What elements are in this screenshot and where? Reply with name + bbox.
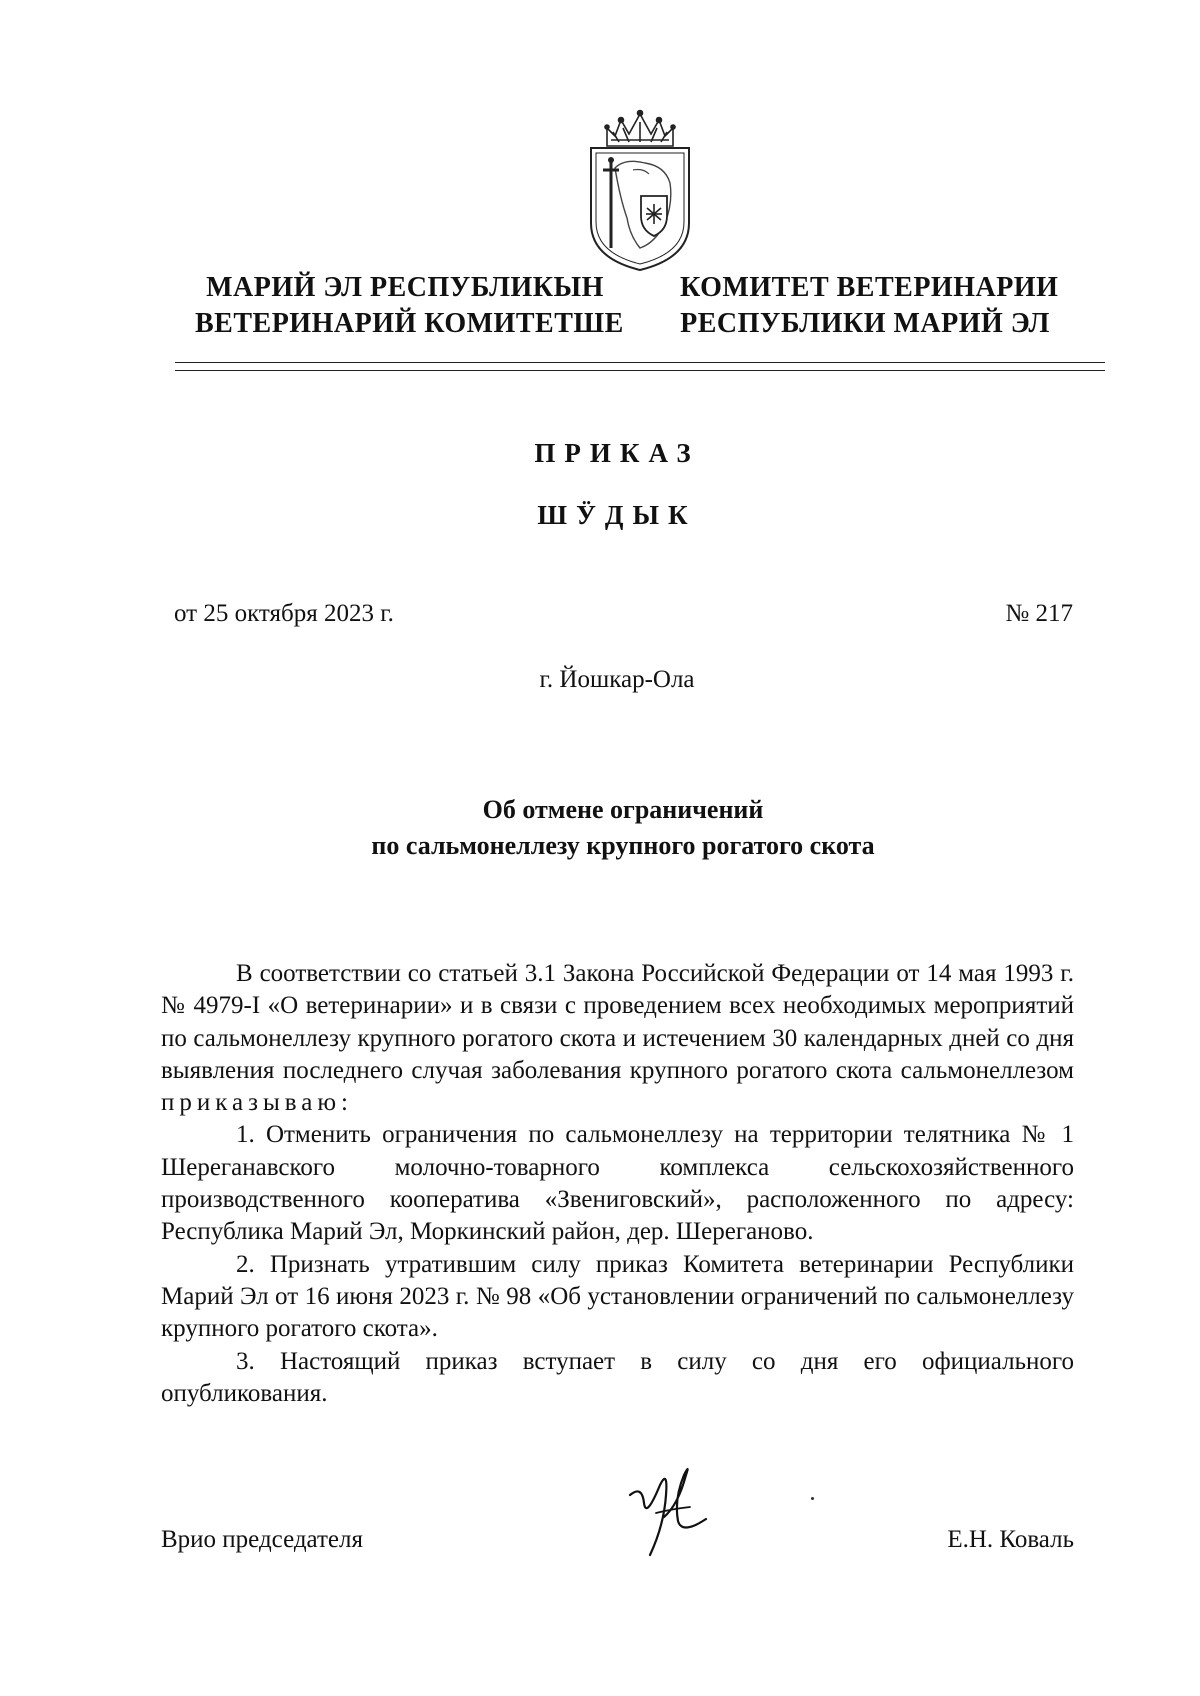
document-number: № 217: [1005, 600, 1073, 627]
subject-line1: Об отмене ограничений: [482, 795, 764, 824]
header-divider-bottom: [175, 370, 1105, 371]
header-russian-name: [680, 270, 1059, 342]
document-body: [161, 958, 1074, 1410]
header-divider-top: [175, 362, 1105, 363]
intro-command: приказываю:: [161, 1089, 353, 1117]
handwritten-signature-icon: [620, 1455, 720, 1565]
body-paragraph-item2: 2. Признать утратившим силу приказ Комитета ветеринарии Республики Марий Эл от 16 июня 2023 г. № 98 «Об установлении ограничений по сальмонеллезу крупного рогатого скота».: [161, 1250, 1074, 1343]
document-title-mari: ШӰДЫК: [537, 500, 697, 530]
ink-dot: [811, 1497, 814, 1500]
document-subject: [0, 792, 1200, 864]
body-paragraph-item3: 3. Настоящий приказ вступает в силу со дня его официального опубликования.: [161, 1347, 1074, 1407]
body-paragraph-intro: [161, 958, 1074, 1119]
header-left-line2: ВЕТЕРИНАРИЙ КОМИТЕТШЕ: [195, 308, 624, 339]
signatory-role: Врио председателя: [161, 1526, 364, 1553]
subject-line2: по сальмонеллезу крупного рогатого скота: [371, 831, 875, 860]
coat-of-arms-icon: [585, 108, 695, 273]
document-city: г. Йошкар-Ола: [539, 666, 695, 693]
document-title: ПРИКАЗ: [534, 438, 700, 468]
body-paragraph-item1: 1. Отменить ограничения по сальмонеллезу на территории телятника № 1 Шереганавского молочно-товарного комплекса сельскохозяйственного производственного кооператива «Звениговский», расположенного по адресу: Республика Марий Эл, Моркинский район, дер. Шереганово.: [161, 1121, 1074, 1246]
header-left-line1: МАРИЙ ЭЛ РЕСПУБЛИКЫН: [206, 272, 604, 303]
header-right-line2: РЕСПУБЛИКИ МАРИЙ ЭЛ: [680, 308, 1050, 339]
signatory-name: Е.Н. Коваль: [947, 1526, 1074, 1553]
header-right-line1: КОМИТЕТ ВЕТЕРИНАРИИ: [680, 272, 1059, 303]
document-date: от 25 октября 2023 г.: [174, 600, 394, 627]
header-marij-name: [195, 270, 624, 342]
intro-text: В соответствии со статьей 3.1 Закона Российской Федерации от 14 мая 1993 г. № 4979-I «О ветеринарии» и в связи с проведением всех необходимых мероприятий по сальмонеллезу крупного рогатого скота и истечением 30 календарных дней со дня выявления последнего случая заболевания крупного рогатого скота сальмонеллезом: [161, 960, 1074, 1084]
